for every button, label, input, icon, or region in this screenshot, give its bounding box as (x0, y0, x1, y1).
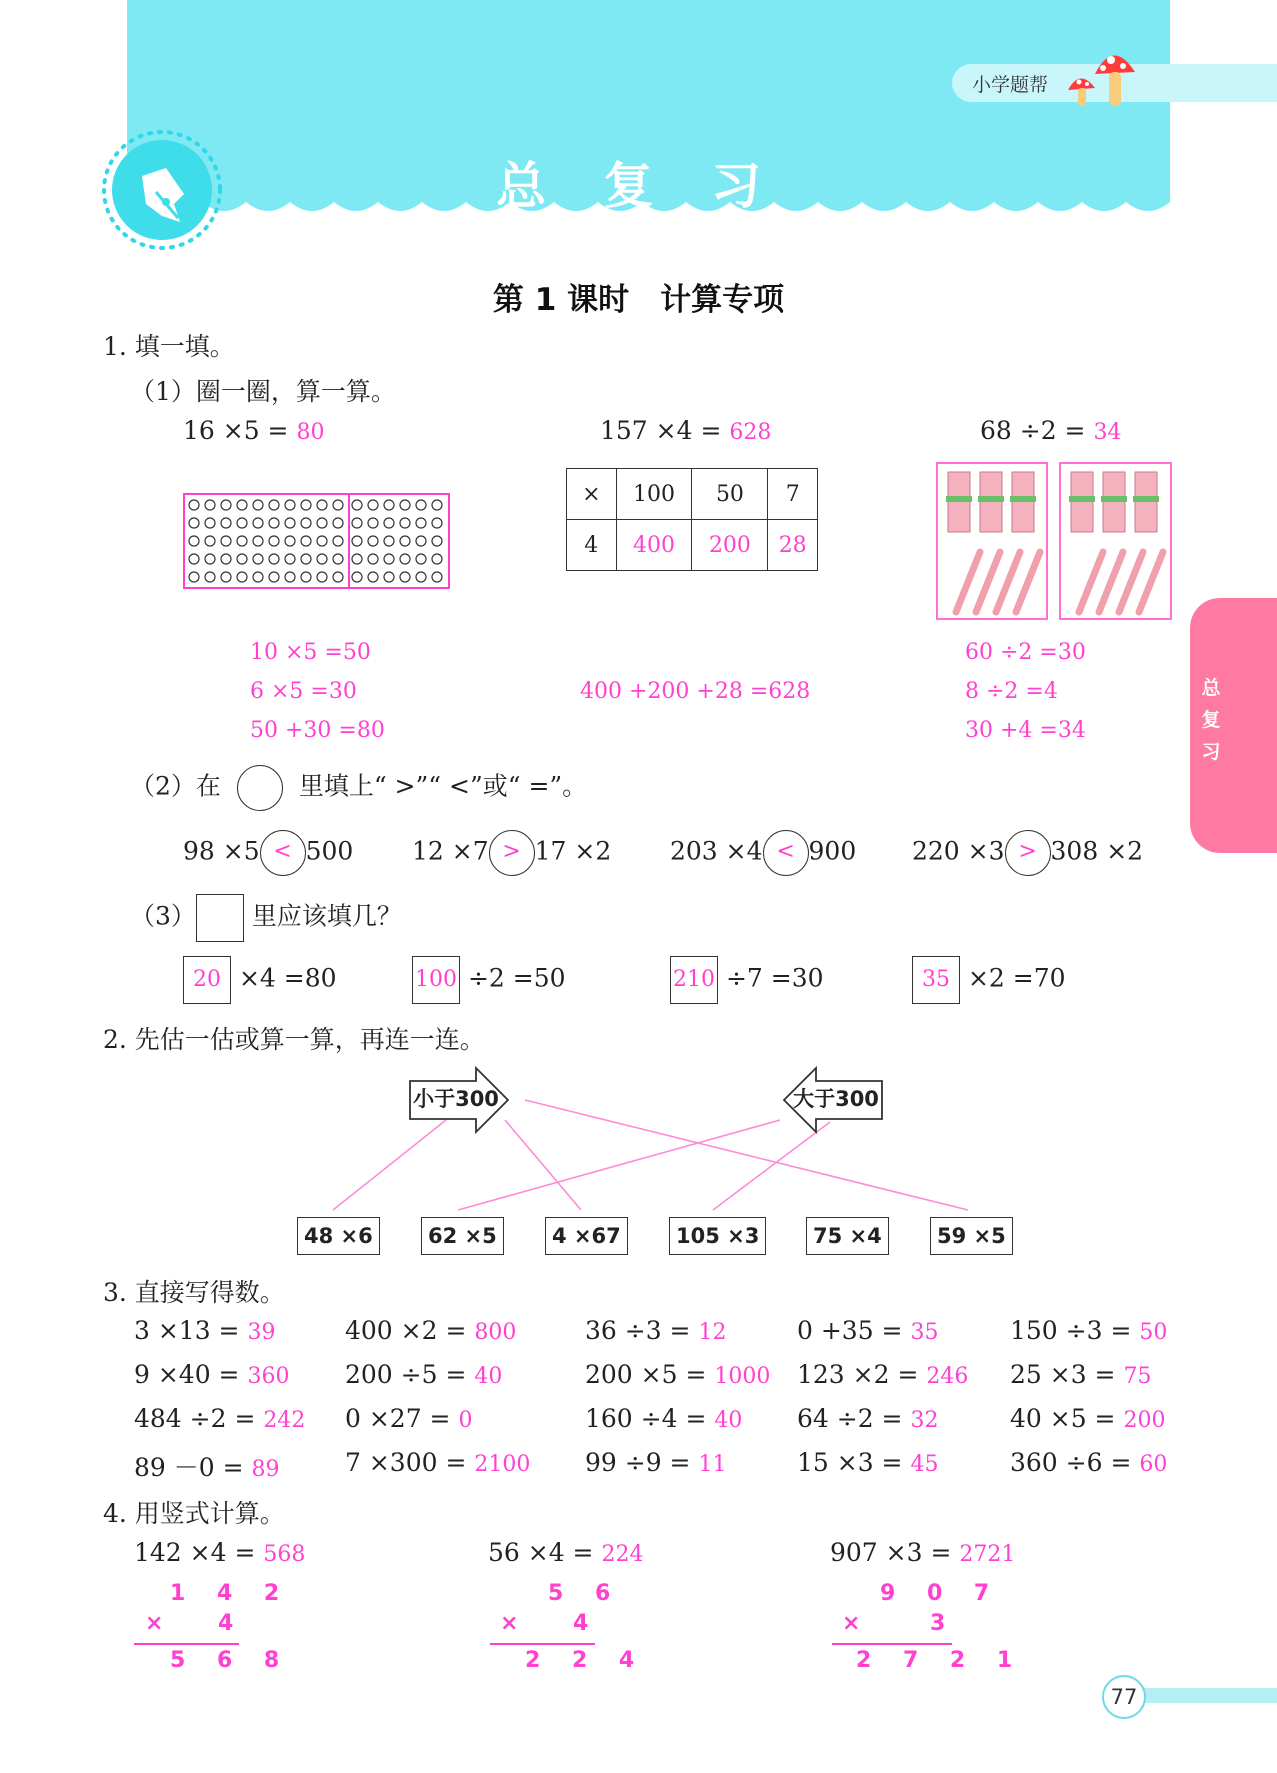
q3-item: 36 ÷3 = 12 (585, 1316, 727, 1345)
q3-label: 3. 直接写得数。 (103, 1278, 285, 1307)
q1-e3-work-1: 60 ÷2 =30 (965, 640, 1086, 665)
q3-item: 360 ÷6 = 60 (1010, 1448, 1168, 1477)
q3-item: 0 +35 = 35 (797, 1316, 939, 1345)
vert-2-line (490, 1643, 595, 1645)
q4-e1: 142 ×4 = 568 (134, 1538, 306, 1567)
empty-square-icon (196, 894, 244, 942)
q1-e1-work-3: 50 +30 =80 (250, 718, 385, 743)
vert-3-line (832, 1643, 952, 1645)
match-item[interactable]: 48 ×6 (297, 1217, 380, 1255)
q3-item: 123 ×2 = 246 (797, 1360, 969, 1389)
empty-circle-icon (237, 765, 283, 811)
match-item[interactable]: 4 ×67 (545, 1217, 628, 1255)
times-icon: × (500, 1611, 531, 1636)
stick-bundles (936, 462, 1173, 622)
brand-name: 小学题帮 (972, 74, 1049, 96)
lesson-title: 第 1 课时 计算专项 (492, 282, 785, 318)
compare-2: 12 ×7 > 17 ×2 (412, 830, 611, 876)
vert-3-top: 9 0 7 (880, 1581, 1002, 1606)
q1-e3-work-3: 30 +4 =34 (965, 718, 1086, 743)
q1-part2-label: （2）在 里填上“ >”“ <”或“ =”。 (130, 765, 587, 811)
page-number: 77 (1102, 1675, 1146, 1719)
q3-item: 40 ×5 = 200 (1010, 1404, 1166, 1433)
q3-item: 15 ×3 = 45 (797, 1448, 939, 1477)
q3-item: 99 ÷9 = 11 (585, 1448, 727, 1477)
fill-3: 210 ÷7 =30 (670, 956, 824, 1004)
matching-lines (0, 1060, 1277, 1260)
vert-1-line (134, 1643, 239, 1645)
q1-e3: 68 ÷2 = 34 (980, 416, 1122, 445)
times-icon: × (145, 1611, 176, 1636)
times-icon: × (842, 1611, 873, 1636)
vert-2-top: 5 6 (548, 1581, 623, 1606)
q3-item: 3 ×13 = 39 (134, 1316, 276, 1345)
vert-2-result: 2 2 4 (525, 1648, 647, 1673)
q3-item: 0 ×27 = 0 (345, 1404, 473, 1433)
q1-part3-label: （3） 里应该填几？ (130, 894, 402, 942)
fill-4: 35 ×2 =70 (912, 956, 1066, 1004)
q1-e3-work-2: 8 ÷2 =4 (965, 679, 1058, 704)
match-item[interactable]: 62 ×5 (421, 1217, 504, 1255)
compare-4: 220 ×3 > 308 ×2 (912, 830, 1143, 876)
q1-label: 1. 填一填。 (103, 332, 235, 361)
q4-label: 4. 用竖式计算。 (103, 1499, 285, 1528)
q3-item: 200 ÷5 = 40 (345, 1360, 503, 1389)
q1-e2-work: 400 +200 +28 =628 (580, 679, 811, 704)
q1-e2: 157 ×4 = 628 (600, 416, 772, 445)
q3-item: 7 ×300 = 2100 (345, 1448, 531, 1477)
vert-1-result: 5 6 8 (170, 1648, 292, 1673)
vert-2-mul: 4 (573, 1611, 601, 1636)
q1-e1-work-1: 10 ×5 =50 (250, 640, 371, 665)
q4-e3: 907 ×3 = 2721 (830, 1538, 1016, 1567)
vert-1-mul: 4 (218, 1611, 246, 1636)
vert-3-result: 2 7 2 1 (856, 1648, 1025, 1673)
q3-item: 9 ×40 = 360 (134, 1360, 290, 1389)
q3-item: 150 ÷3 = 50 (1010, 1316, 1168, 1345)
vert-3-mul: 3 (930, 1611, 958, 1636)
match-item[interactable]: 59 ×5 (930, 1217, 1013, 1255)
q3-item: 64 ÷2 = 32 (797, 1404, 939, 1433)
match-item[interactable]: 75 ×4 (806, 1217, 889, 1255)
q4-e2: 56 ×4 = 224 (488, 1538, 644, 1567)
dot-grid (183, 493, 450, 589)
q3-item: 89 －0 = 89 (134, 1453, 280, 1482)
multiplication-table: × 100 50 7 4 400 200 28 (566, 468, 818, 571)
vert-1-top: 1 4 2 (170, 1581, 292, 1606)
side-tab-label: 总 复 习 (1201, 677, 1221, 763)
label-less-than-300: 小于300 (413, 1087, 499, 1111)
q2-label: 2. 先估一估或算一算，再连一连。 (103, 1025, 485, 1054)
q1-e1-work-2: 6 ×5 =30 (250, 679, 357, 704)
fill-2: 100 ÷2 =50 (412, 956, 566, 1004)
match-item[interactable]: 105 ×3 (669, 1217, 766, 1255)
mushroom-icon (1065, 44, 1145, 114)
q1-part1-label: （1）圈一圈，算一算。 (130, 377, 396, 406)
q3-item: 200 ×5 = 1000 (585, 1360, 771, 1389)
fill-1: 20 ×4 =80 (183, 956, 337, 1004)
q3-item: 400 ×2 = 800 (345, 1316, 517, 1345)
q3-item: 484 ÷2 = 242 (134, 1404, 306, 1433)
label-greater-than-300: 大于300 (793, 1087, 879, 1111)
compare-3: 203 ×4 < 900 (670, 830, 856, 876)
q3-item: 25 ×3 = 75 (1010, 1360, 1152, 1389)
page-title: 总 复 习 (496, 157, 781, 215)
compare-1: 98 ×5 < 500 (183, 830, 353, 876)
q3-item: 160 ÷4 = 40 (585, 1404, 743, 1433)
q1-e1: 16 ×5 = 80 (183, 416, 325, 445)
